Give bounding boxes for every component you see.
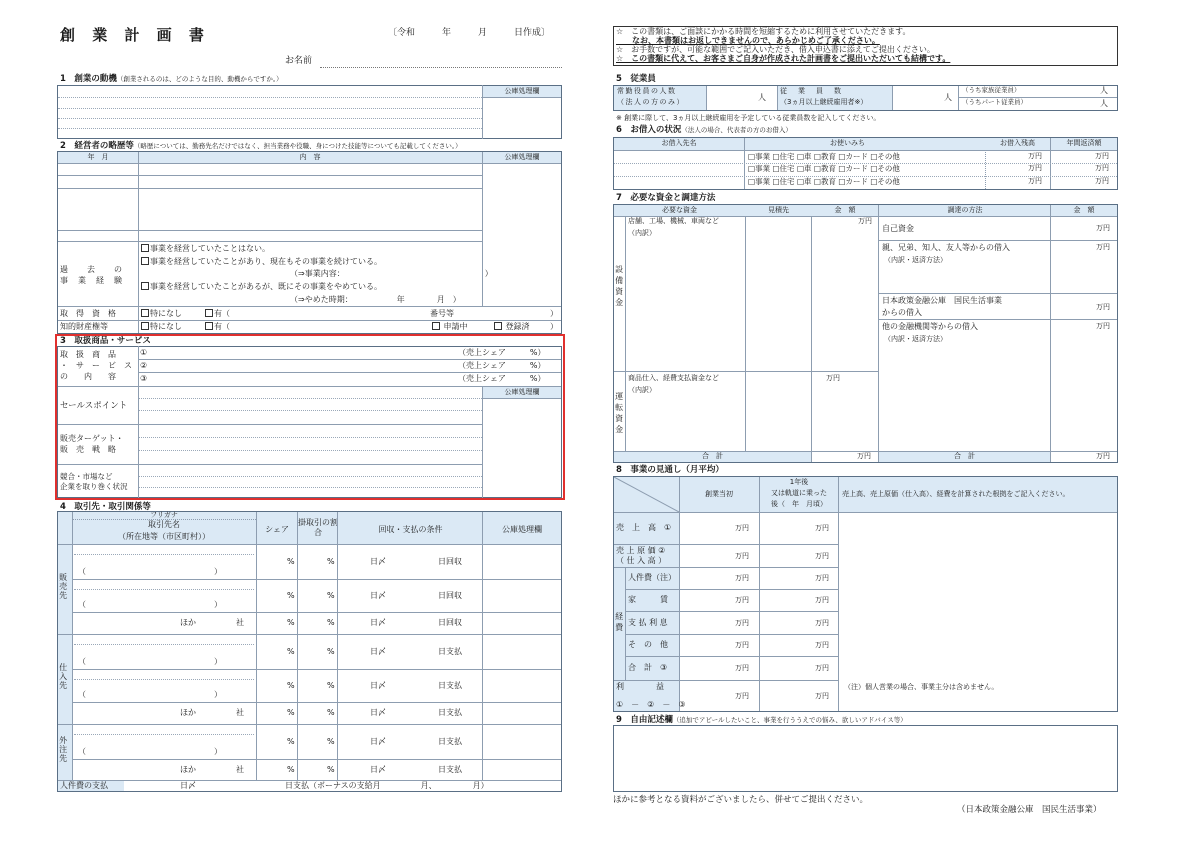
col-required: 必要な資金 bbox=[662, 206, 697, 214]
row-total-initial[interactable]: 万円 bbox=[735, 664, 749, 672]
sales-share[interactable]: % bbox=[287, 556, 295, 566]
row-sales: 売 上 高 ① bbox=[616, 523, 672, 532]
row-rent-one-year[interactable]: 万円 bbox=[815, 596, 829, 604]
col-furigana: フリガナ bbox=[150, 511, 178, 519]
row-labor-one-year[interactable]: 万円 bbox=[815, 574, 829, 582]
supply-close[interactable]: 日〆 bbox=[370, 646, 386, 656]
other-bank-loan: 他の金融機関等からの借入 bbox=[882, 322, 978, 331]
competition-label-1: 競合・市場など bbox=[60, 472, 113, 481]
col-partner-name: 取引先名 bbox=[148, 520, 180, 529]
header-diagonal bbox=[614, 477, 679, 512]
col-lender: お借入先名 bbox=[661, 139, 697, 147]
section-9-title: 9 自由記述欄（追加でアピールしたいこと、事業を行ううえでの悩み、欲しいアドバイス等） bbox=[616, 715, 907, 725]
exp-option-2-detail: （⇒事業内容： ） bbox=[290, 269, 493, 278]
exp-option-2[interactable]: 事業を経営していたことがあり、現在もその事業を続けている。 bbox=[141, 257, 382, 267]
loan-balance[interactable]: 万円 bbox=[1028, 152, 1042, 160]
checkbox bbox=[205, 322, 213, 330]
expense-label: 経費 bbox=[614, 612, 624, 634]
row-cost-sub: （ 仕 入 高 ） bbox=[616, 556, 667, 565]
checkbox bbox=[141, 309, 149, 317]
supply-close[interactable]: 日〆 bbox=[370, 680, 386, 690]
funds-table bbox=[613, 204, 1118, 463]
loan-annual[interactable]: 万円 bbox=[1095, 152, 1109, 160]
outsource-label: 外注先 bbox=[58, 736, 68, 763]
product-3-share[interactable]: （売上シェア %） bbox=[458, 374, 546, 383]
exp-option-3-detail: （⇒やめた時期： 年 月 ） bbox=[290, 295, 461, 304]
row-profit: 利 益 bbox=[616, 682, 664, 691]
ip-registered[interactable]: 登録済 bbox=[494, 322, 530, 332]
supply-cond[interactable]: 日支払 bbox=[438, 680, 462, 690]
section-5-title: 5 従業員 bbox=[616, 74, 656, 84]
product-1[interactable]: ① bbox=[140, 348, 148, 357]
checkbox bbox=[432, 322, 440, 330]
free-text-box[interactable] bbox=[613, 725, 1118, 792]
section-2-title: 2 経営者の略歴等（略歴については、勤務先名だけではなく、担当業務や役職、身につけた技能等についても記載してください。） bbox=[60, 141, 462, 151]
section-1-title: 1 創業の動機（創業されるのは、どのような目的、動機からですか。） bbox=[60, 74, 283, 84]
supply-label: 仕入先 bbox=[58, 663, 68, 690]
part-staff-label: （うちパート従業員） bbox=[962, 98, 1027, 106]
officers-label: 常勤役員の人数 bbox=[617, 87, 677, 95]
sales-close[interactable]: 日〆 bbox=[370, 618, 386, 627]
row-cost-initial[interactable]: 万円 bbox=[735, 551, 749, 560]
outsource-others[interactable]: ほか 社 bbox=[180, 764, 244, 774]
exp-option-3[interactable]: 事業を経営していたことがあるが、既にその事業をやめている。 bbox=[141, 282, 382, 292]
row-rent: 家 賃 bbox=[628, 595, 668, 604]
qual-yes[interactable]: 有（ bbox=[205, 309, 230, 319]
sales-credit[interactable]: % bbox=[327, 556, 335, 566]
sales-partner-name[interactable]: （ ） bbox=[78, 567, 222, 576]
equip-amount[interactable]: 万円 bbox=[858, 217, 872, 225]
oper-label: 運転資金 bbox=[614, 392, 624, 436]
col-amount-1: 金 額 bbox=[834, 206, 856, 214]
sales-label: 販売先 bbox=[58, 573, 68, 600]
checkbox bbox=[141, 282, 149, 290]
equip-label: 設備資金 bbox=[614, 265, 624, 309]
col-basis: 売上高、売上原価（仕入高）、経費を計算された根拠をご記入ください。 bbox=[842, 490, 1070, 498]
col-initial: 創業当初 bbox=[705, 490, 733, 498]
sales-credit[interactable]: % bbox=[327, 618, 335, 627]
highlight-box bbox=[55, 334, 565, 500]
product-1-share[interactable]: （売上シェア %） bbox=[458, 348, 546, 357]
prod-label-3: の 内 容 bbox=[60, 372, 116, 381]
loan-uses[interactable]: □事業 □住宅 □車 □教育 □カード □その他 bbox=[748, 152, 900, 161]
supply-credit[interactable]: % bbox=[327, 708, 335, 717]
row-interest-initial[interactable]: 万円 bbox=[735, 618, 749, 627]
col-one-year-3: 後（ 年 月頃） bbox=[771, 500, 827, 508]
row-total-one-year[interactable]: 万円 bbox=[815, 664, 829, 672]
staff-label: 従 業 員 数 bbox=[780, 87, 843, 95]
product-3[interactable]: ③ bbox=[140, 374, 148, 383]
row-profit-sub: ① － ② － ③ bbox=[616, 700, 686, 709]
row-sales-one-year[interactable]: 万円 bbox=[815, 524, 829, 532]
sales-others[interactable]: ほか 社 bbox=[180, 618, 244, 627]
checkbox bbox=[494, 322, 502, 330]
row-interest: 支 払 利 息 bbox=[628, 617, 668, 627]
equip-desc: 店舗、工場、機械、車両など bbox=[628, 217, 719, 225]
col-one-year-2: 又は軌道に乗った bbox=[771, 489, 827, 497]
prod-label-2: ・ サ ー ビ ス bbox=[60, 361, 132, 370]
outsource-partner-name[interactable]: （ ） bbox=[78, 747, 222, 756]
row-profit-one-year[interactable]: 万円 bbox=[815, 691, 829, 700]
ip-none[interactable]: 特になし bbox=[141, 322, 182, 332]
name-label: お名前 bbox=[285, 56, 313, 66]
col-credit: 掛取引の割合 bbox=[298, 518, 338, 537]
supply-credit[interactable]: % bbox=[327, 646, 335, 656]
supply-share[interactable]: % bbox=[287, 708, 295, 717]
row-cost-one-year[interactable]: 万円 bbox=[815, 551, 829, 560]
funds-total: 合 計 bbox=[702, 452, 723, 460]
row-cost: 売 上 原 価 ② bbox=[616, 546, 666, 555]
outsource-cond[interactable]: 日支払 bbox=[438, 736, 462, 746]
checkbox bbox=[141, 244, 149, 252]
col-one-year-1: 1年後 bbox=[789, 478, 809, 486]
officers-unit[interactable]: 人 bbox=[758, 93, 766, 102]
loan-balance[interactable]: 万円 bbox=[1028, 177, 1042, 185]
staff-note: ※ 創業に際して、3ヵ月以上継続雇用を予定している従業員数を記入してください。 bbox=[616, 114, 881, 122]
supply-cond[interactable]: 日支払 bbox=[438, 708, 462, 717]
office-col-4: 公庫処理欄 bbox=[502, 525, 542, 534]
ip-yes[interactable]: 有（ bbox=[205, 322, 230, 332]
col-share: シェア bbox=[265, 525, 289, 534]
note-4: ☆ この書類に代えて、お客さまご自身が作成された計画書をご提出いただいても結構です。 bbox=[616, 54, 951, 63]
col-purpose: お使いみち bbox=[830, 139, 865, 147]
supply-credit[interactable]: % bbox=[327, 680, 335, 690]
sales-close[interactable]: 日〆 bbox=[370, 556, 386, 566]
outsource-close[interactable]: 日〆 bbox=[370, 736, 386, 746]
row-labor-initial[interactable]: 万円 bbox=[735, 574, 749, 582]
col-estimate: 見積先 bbox=[768, 206, 789, 214]
checkbox bbox=[205, 309, 213, 317]
section-7-title: 7 必要な資金と調達方法 bbox=[616, 193, 716, 203]
col-year-month: 年 月 bbox=[87, 153, 109, 161]
labor-pay[interactable]: 日支払（ボーナスの支給月 月、 月） bbox=[285, 781, 489, 790]
supply-others[interactable]: ほか 社 bbox=[180, 708, 244, 717]
sales-credit[interactable]: % bbox=[327, 590, 335, 600]
outsource-share[interactable]: % bbox=[287, 764, 295, 774]
col-content: 内 容 bbox=[299, 153, 321, 161]
supply-close[interactable]: 日〆 bbox=[370, 708, 386, 717]
sales-cond[interactable]: 日回収 bbox=[438, 556, 462, 566]
sales-cond[interactable]: 日回収 bbox=[438, 590, 462, 600]
checkbox bbox=[141, 322, 149, 330]
col-amount-2: 金 額 bbox=[1073, 206, 1095, 214]
col-partner-addr: （所在地等（市区町村）） bbox=[118, 532, 210, 541]
office-col-3: 公庫処理欄 bbox=[504, 388, 540, 396]
sales-share[interactable]: % bbox=[287, 618, 295, 627]
row-total: 合 計 ③ bbox=[628, 663, 668, 672]
qual-label: 取 得 資 格 bbox=[60, 309, 116, 318]
target-label-2: 販 売 戦 略 bbox=[60, 445, 116, 454]
past-exp-label-2: 事 業 経 験 bbox=[60, 276, 123, 285]
section-6-title: 6 お借入の状況（法人の場合、代表者の方のお借入） bbox=[616, 125, 792, 135]
outsource-close[interactable]: 日〆 bbox=[370, 764, 386, 774]
row-profit-initial[interactable]: 万円 bbox=[735, 691, 749, 700]
loan-balance[interactable]: 万円 bbox=[1028, 164, 1042, 172]
col-method: 調達の方法 bbox=[947, 206, 983, 214]
ip-pending[interactable]: 申請中 bbox=[432, 322, 468, 332]
forecast-note: （注）個人営業の場合、事業主分は含めません。 bbox=[844, 683, 999, 691]
product-2[interactable]: ② bbox=[140, 361, 148, 370]
supply-partner-name[interactable]: （ ） bbox=[78, 657, 222, 666]
outsource-credit[interactable]: % bbox=[327, 736, 335, 746]
outsource-share[interactable]: % bbox=[287, 736, 295, 746]
competition-label-2: 企業を取り巻く状況 bbox=[60, 482, 128, 491]
family-staff-label: （うち家族従業員） bbox=[962, 86, 1021, 94]
staff-unit[interactable]: 人 bbox=[944, 93, 952, 102]
basis-area[interactable] bbox=[838, 512, 1118, 680]
sales-cond[interactable]: 日回収 bbox=[438, 618, 462, 627]
row-rent-initial[interactable]: 万円 bbox=[735, 596, 749, 604]
oper-amount[interactable]: 万円 bbox=[826, 374, 840, 382]
qual-number: 番号等 bbox=[430, 309, 454, 318]
past-exp-label-1: 過 去 の bbox=[60, 265, 123, 274]
footer-ref: ほかに参考となる資料がございましたら、併せてご提出ください。 bbox=[613, 795, 869, 805]
col-balance: お借入残高 bbox=[1000, 139, 1035, 147]
sales-share[interactable]: % bbox=[287, 590, 295, 600]
supply-partner-name[interactable]: （ ） bbox=[78, 690, 222, 699]
note-2: なお、本書類はお返しできませんので、あらかじめご了承ください。 bbox=[616, 36, 880, 45]
row-other: そ の 他 bbox=[628, 640, 668, 649]
product-2-share[interactable]: （売上シェア %） bbox=[458, 361, 546, 370]
section-3-title: 3 取扱商品・サービス bbox=[60, 336, 151, 346]
office-col-2: 公庫処理欄 bbox=[504, 153, 540, 161]
procure-total: 合 計 bbox=[954, 452, 975, 460]
family-loan: 親、兄弟、知人、友人等からの借入 bbox=[882, 243, 1010, 252]
col-conditions: 回収・支払の条件 bbox=[378, 525, 443, 534]
row-other-initial[interactable]: 万円 bbox=[735, 641, 749, 649]
target-label-1: 販売ターゲット・ bbox=[60, 434, 124, 443]
outsource-credit[interactable]: % bbox=[327, 764, 335, 774]
sales-partner-name[interactable]: （ ） bbox=[78, 600, 222, 609]
document-title: 創 業 計 画 書 bbox=[60, 26, 210, 44]
labor-label: 人件費の支払 bbox=[60, 781, 108, 790]
labor-close[interactable]: 日〆 bbox=[180, 781, 196, 790]
note-1: ☆ この書類は、ご面談にかかる時間を短縮するために利用させていただきます。 bbox=[616, 27, 911, 36]
jfc-loan: 日本政策金融公庫 国民生活事業 bbox=[882, 296, 1002, 305]
loan-annual[interactable]: 万円 bbox=[1095, 164, 1109, 172]
row-labor: 人件費（注） bbox=[628, 573, 676, 582]
exp-option-1[interactable]: 事業を経営していたことはない。 bbox=[141, 244, 270, 254]
selling-point-label: セールスポイント bbox=[60, 401, 128, 411]
oper-desc: 商品仕入、経費支払資金など bbox=[628, 374, 719, 382]
loan-uses[interactable]: □事業 □住宅 □車 □教育 □カード □その他 bbox=[748, 177, 900, 186]
supply-share[interactable]: % bbox=[287, 646, 295, 656]
row-sales-initial[interactable]: 万円 bbox=[735, 524, 749, 532]
creation-date[interactable]: 〔令和 年 月 日作成〕 bbox=[388, 28, 551, 38]
loan-annual[interactable]: 万円 bbox=[1095, 177, 1109, 185]
own-funds: 自己資金 bbox=[882, 224, 914, 233]
sales-close[interactable]: 日〆 bbox=[370, 590, 386, 600]
supply-cond[interactable]: 日支払 bbox=[438, 646, 462, 656]
office-col-1: 公庫処理欄 bbox=[504, 87, 540, 95]
qual-none[interactable]: 特になし bbox=[141, 309, 182, 319]
checkbox bbox=[141, 257, 149, 265]
row-interest-one-year[interactable]: 万円 bbox=[815, 618, 829, 627]
col-annual: 年間返済額 bbox=[1066, 139, 1102, 147]
prod-label-1: 取 扱 商 品 bbox=[60, 350, 116, 359]
supply-share[interactable]: % bbox=[287, 680, 295, 690]
note-3: ☆ お手数ですが、可能な範囲でご記入いただき、借入申込書に添えてご提出ください。 bbox=[616, 45, 935, 54]
name-field[interactable] bbox=[320, 67, 562, 68]
row-other-one-year[interactable]: 万円 bbox=[815, 641, 829, 649]
footer-org: （日本政策金融公庫 国民生活事業） bbox=[957, 805, 1102, 815]
loan-uses[interactable]: □事業 □住宅 □車 □教育 □カード □その他 bbox=[748, 164, 900, 173]
section-8-title: 8 事業の見通し（月平均） bbox=[616, 465, 724, 475]
outsource-cond[interactable]: 日支払 bbox=[438, 764, 462, 774]
ip-label: 知的財産権等 bbox=[60, 322, 108, 331]
section-4-title: 4 取引先・取引関係等 bbox=[60, 502, 151, 512]
